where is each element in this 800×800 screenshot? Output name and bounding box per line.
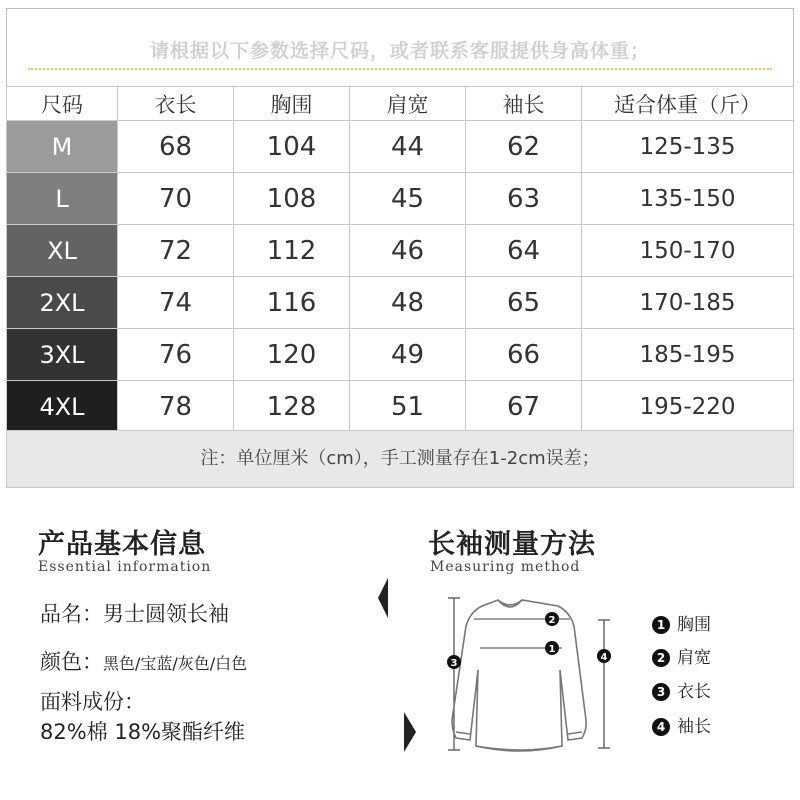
cell-weight: 125-135	[582, 121, 794, 173]
cell-weight: 170-185	[582, 277, 794, 329]
info-subtitle: Essential information	[38, 559, 212, 575]
cell-sleeve: 63	[466, 173, 582, 225]
table-row	[7, 277, 794, 329]
table-row	[7, 329, 794, 381]
svg-text:1: 1	[548, 644, 556, 655]
cell-shoulder: 44	[350, 121, 466, 173]
cell-sleeve: 62	[466, 121, 582, 173]
marker-4-icon	[597, 649, 611, 663]
header-divider	[28, 68, 772, 70]
legend-num-3-icon: 3	[652, 683, 670, 701]
bottom-arrow-icon	[404, 712, 416, 752]
measure-subtitle: Measuring method	[430, 559, 581, 575]
cell-length: 68	[118, 121, 234, 173]
legend-item-shoulder	[652, 643, 711, 668]
table-row	[7, 121, 794, 173]
product-name-label: 品名：	[40, 602, 103, 626]
cell-chest: 112	[234, 225, 350, 277]
cell-sleeve: 64	[466, 225, 582, 277]
table-row	[7, 225, 794, 277]
legend-num-4-icon: 4	[652, 718, 670, 736]
table-row	[7, 173, 794, 225]
col-header-weight: 适合体重（斤）	[582, 87, 794, 121]
table-row	[7, 381, 794, 433]
col-header-size: 尺码	[7, 87, 118, 121]
size-chart-header	[6, 8, 794, 86]
cell-shoulder: 45	[350, 173, 466, 225]
product-color-label: 颜色：	[40, 650, 103, 674]
table-note: 注：单位厘米（cm），手工测量存在1-2cm误差；	[6, 430, 794, 488]
svg-text:3: 3	[450, 658, 458, 669]
cell-size: XL	[7, 225, 118, 277]
info-title: 产品基本信息	[38, 529, 206, 560]
marker-2-icon	[545, 612, 559, 626]
legend-item-chest	[652, 610, 711, 635]
col-header-length: 衣长	[118, 87, 234, 121]
cell-sleeve: 65	[466, 277, 582, 329]
cell-weight: 150-170	[582, 225, 794, 277]
cell-shoulder: 51	[350, 381, 466, 433]
legend-num-1-icon: 1	[652, 616, 670, 634]
measure-diagram	[372, 570, 632, 770]
cell-weight: 135-150	[582, 173, 794, 225]
measure-title: 长袖测量方法	[428, 529, 596, 560]
size-table	[6, 86, 794, 433]
product-fabric-label: 面料成份：	[40, 690, 145, 714]
cell-length: 74	[118, 277, 234, 329]
cell-chest: 104	[234, 121, 350, 173]
cell-length: 70	[118, 173, 234, 225]
cell-sleeve: 66	[466, 329, 582, 381]
product-name	[40, 598, 229, 628]
cell-weight: 185-195	[582, 329, 794, 381]
cell-size: 3XL	[7, 329, 118, 381]
cell-size: M	[7, 121, 118, 173]
legend-label-shoulder: 肩宽	[677, 648, 711, 668]
cell-chest: 108	[234, 173, 350, 225]
svg-text:4: 4	[600, 652, 608, 663]
legend-label-chest: 胸围	[677, 615, 711, 635]
cell-size: L	[7, 173, 118, 225]
col-header-chest: 胸围	[234, 87, 350, 121]
product-color-value: 黑色/宝蓝/灰色/白色	[103, 654, 248, 673]
cell-shoulder: 49	[350, 329, 466, 381]
legend-num-2-icon: 2	[652, 649, 670, 667]
marker-1-icon	[545, 641, 559, 655]
cell-shoulder: 46	[350, 225, 466, 277]
cell-length: 78	[118, 381, 234, 433]
cell-length: 76	[118, 329, 234, 381]
product-color	[40, 646, 247, 676]
legend-item-length	[652, 677, 711, 702]
cell-chest: 120	[234, 329, 350, 381]
cell-sleeve: 67	[466, 381, 582, 433]
product-name-value: 男士圆领长袖	[103, 602, 229, 626]
cell-shoulder: 48	[350, 277, 466, 329]
product-fabric-value: 82%棉 18%聚酯纤维	[40, 720, 246, 744]
cell-size: 4XL	[7, 381, 118, 433]
legend-label-sleeve: 袖长	[677, 717, 711, 737]
sleeve-line	[598, 620, 610, 748]
header-instruction: 请根据以下参数选择尺码，或者联系客服提供身高体重；	[149, 40, 650, 62]
cell-length: 72	[118, 225, 234, 277]
sweater-outline	[452, 600, 586, 751]
legend-item-sleeve	[652, 712, 711, 737]
top-arrow-icon	[378, 578, 388, 618]
cell-weight: 195-220	[582, 381, 794, 433]
svg-text:2: 2	[548, 615, 556, 626]
col-header-shoulder: 肩宽	[350, 87, 466, 121]
legend-label-length: 衣长	[677, 682, 711, 702]
marker-3-icon	[447, 655, 461, 669]
cell-chest: 128	[234, 381, 350, 433]
cell-chest: 116	[234, 277, 350, 329]
cell-size: 2XL	[7, 277, 118, 329]
table-header-row	[7, 87, 794, 121]
col-header-sleeve: 袖长	[466, 87, 582, 121]
